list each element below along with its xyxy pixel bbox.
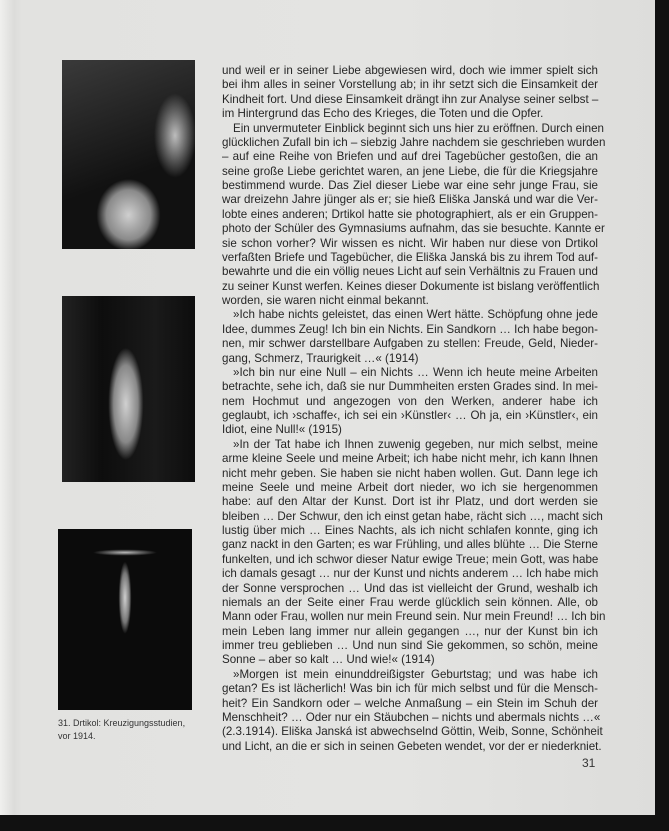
text-line: seine große Liebe gerichtet waren, an jene Liebe, die für die Kriegsjahre (222, 164, 598, 178)
text-line: meine Seele und meine Arbeit dort nieder, wo ich sie hergenommen (222, 480, 598, 494)
text-line: ich damals gesagt … nur der Kunst und nichts anderem … Ich habe mich (222, 567, 599, 581)
text-line: »Morgen ist mein einunddreißigster Geburtstag; und was habe ich (233, 667, 598, 681)
text-line: funkelten, und ich schwor dieser Natur ewige Treue; mein Gott, was habe (222, 552, 599, 566)
text-line: »Ich bin nur eine Null – ein Nichts … Wenn ich heute meine Arbeiten (233, 365, 598, 379)
text-line: »Ich habe nichts geleistet, das einen Wert hätte. Schöpfung ohne jede (233, 308, 598, 322)
photo-crucifixion-study-2 (62, 296, 195, 482)
text-line: »In der Tat habe ich Ihnen zuwenig gegeben, nur mich selbst, meine (233, 437, 598, 451)
page-number: 31 (582, 756, 596, 770)
text-line: Idee, dummes Zeug! Ich bin ein Nichts. Ein Sandkorn … Ich habe begon- (222, 322, 598, 336)
text-line: bei ihm alles in seiner Vorstellung ab; in ihr setzt sich die Einsamkeit der (222, 78, 598, 92)
text-line: Ein unvermuteter Einblick beginnt sich uns hier zu eröffnen. Durch einen (233, 121, 604, 135)
text-line: gang, Schmerz, Traurigkeit …« (1914) (222, 351, 419, 365)
text-line: und weil er in seiner Liebe abgewiesen wird, doch wie immer spielt sich (222, 64, 598, 77)
text-line: lustig über mich … Eines Nachts, als ich nicht schlafen konnte, ging ich (222, 524, 598, 537)
text-line: Kindheit fort. Und diese Einsamkeit drängt ihn zur Analyse seiner selbst – (222, 92, 599, 106)
text-line: worden, sie waren nicht einmal bekannt. (222, 294, 429, 307)
body-text (222, 64, 606, 754)
text-line: niemals an der Seite einer Frau werde glücklich sein können. Alle, ob (222, 595, 598, 609)
text-line: ganz nackt in den Garten; es war Frühling, und alles blühte … Die Sterne (222, 538, 598, 552)
photo-crucifixion-study-3 (58, 529, 192, 710)
text-line: war dreizehn Jahre jünger als er; sie hieß Eliška Janská und war die Ver- (222, 193, 598, 207)
text-line: arme kleine Seele und meine Arbeit; ich habe nicht mehr, ich kann Ihnen (222, 452, 598, 466)
figure-caption: 31. Drtikol: Kreuzigungsstudien, vor 1914. (58, 718, 186, 741)
text-line: (2.3.1914). Eliška Janská ist abwechselnd Göttin, Weib, Sonne, Schönheit (222, 725, 603, 739)
text-line: zu seiner Kunst werfen. Keines dieser Dokumente ist bislang veröffentlich (222, 279, 600, 293)
text-line: nen, mir schwer darstellbare Aufgaben zu stellen: Freude, Geld, Nieder- (222, 337, 598, 351)
text-line: habe: auf den Altar der Kunst. Dort ist ihr Platz, und dort werden sie (222, 495, 598, 509)
text-line: bewahrte und die ein völlig neues Licht auf sein Verhältnis zu Frauen und (222, 265, 598, 279)
text-line: heit? Ein Sandkorn oder – welche Anmaßung – ein Stein im Schuh der (222, 696, 598, 710)
text-line: glücklichen Zufall bin ich – siebzig Jahre nachdem sie geschrieben wurden (222, 135, 606, 149)
text-line: und Licht, an die er sich in seinen Gebeten wendet, vor der er niederkniet. (222, 739, 602, 753)
text-line: im Hintergrund das Echo des Krieges, die Toten und die Opfer. (222, 107, 544, 121)
text-line: Mann oder Frau, wollen nur mein Freund sein. Nur mein Freund! … Ich bin (222, 610, 606, 624)
text-line: – auf eine Reihe von Briefen und auf drei Tagebücher gestoßen, die an (222, 150, 598, 164)
text-line: mein Leben lang immer nur allein gegangen …, nur der Kunst bin ich (222, 624, 598, 638)
text-line: Menschheit? … Oder nur ein Stäubchen – nichts und abermals nichts …« (222, 710, 601, 724)
text-line: betrachte, sehe ich, daß sie nur Dummheiten ersten Grades sind. In mei- (222, 380, 598, 394)
text-line: geglaubt, ich ›schaffe‹, ich sei ein ›Künstler‹ … Oh ja, ein ›Künstler‹, ein (222, 409, 598, 422)
text-line: bestimmend wurde. Das Ziel dieser Liebe war eine sehr junge Frau, sie (222, 179, 598, 192)
text-line: Sonne – aber so kalt … Und wie!« (1914) (222, 653, 435, 667)
photo-crucifixion-study-1 (62, 60, 195, 249)
text-line: immer treu geblieben … Und nun sind Sie gekommen, so schön, meine (222, 639, 598, 652)
text-line: sie schon vorher? Wir wissen es nicht. Wir haben nur diese von Drtikol (222, 236, 598, 250)
text-line: Idiot, eine Null!« (1915) (222, 423, 342, 437)
text-line: der Sonne versprochen … Und das ist vielleicht der Grund, weshalb ich (222, 581, 598, 595)
text-line: verfaßten Briefe und Tagebücher, die Eliška Janská bis zu ihrem Tod auf- (222, 250, 598, 264)
text-line: bleiben … Der Schwur, den ich einst getan habe, rächt sich …, macht sich (222, 509, 603, 523)
text-line: photo der Schüler des Gymnasiums aufnahm, das sie besuchte. Kannte er (222, 222, 605, 236)
text-line: nem Hochmut und angezogen von den Werken, anderer habe ich (222, 394, 598, 408)
text-line: lobte eines anderen; Drtikol hatte sie photographiert, als er ein Gruppen- (222, 207, 598, 221)
text-line: nicht mehr geben. Sie haben sie nicht haben wollen. Gut. Dann lege ich (222, 466, 598, 480)
text-line: getan? Es ist lächerlich! Was bin ich für mich selbst und für die Mensch- (222, 682, 598, 696)
